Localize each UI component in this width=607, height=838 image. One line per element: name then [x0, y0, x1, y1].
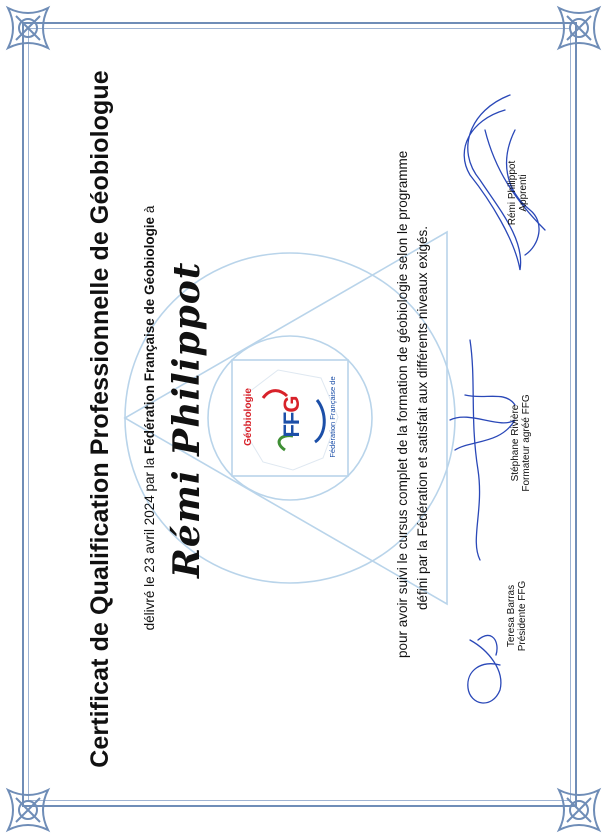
signatory-role: Présidente FFG	[517, 580, 528, 652]
logo-ring-text-top: Géobiologie	[243, 388, 254, 446]
issued-line	[142, 158, 157, 678]
achievement-statement	[393, 150, 433, 658]
logo-ring-text-bottom: Fédération Française de	[328, 376, 337, 458]
signatory-name: Stéphane Rivière	[510, 404, 521, 482]
signatory-role: Apprenti	[518, 174, 529, 212]
issued-suffix: à	[142, 205, 157, 217]
signatory-apprentice	[507, 133, 529, 253]
signatory-name: Rémi Philippot	[507, 160, 518, 226]
issuing-organization: Fédération Française de Géobiologie	[142, 216, 157, 454]
statement-line-2: défini par la Fédération et satisfait aux différents niveaux exigés.	[415, 226, 430, 610]
logo-initials: FFG	[279, 396, 304, 438]
certificate-title: Certificat de Qualification Professionnelle de Géobiologue	[86, 70, 114, 768]
signatory-name: Teresa Barras	[506, 584, 517, 648]
signatory-trainer	[510, 378, 532, 508]
recipient-name: Rémi Philippot	[166, 261, 208, 578]
signatory-president	[506, 566, 528, 666]
statement-line-1: pour avoir suivi le cursus complet de la formation de géobiologie selon le programme	[395, 150, 410, 658]
signatory-role: Formateur agréé FFG	[521, 394, 532, 492]
issued-prefix: délivré le 23 avril 2024 par la	[142, 453, 157, 631]
